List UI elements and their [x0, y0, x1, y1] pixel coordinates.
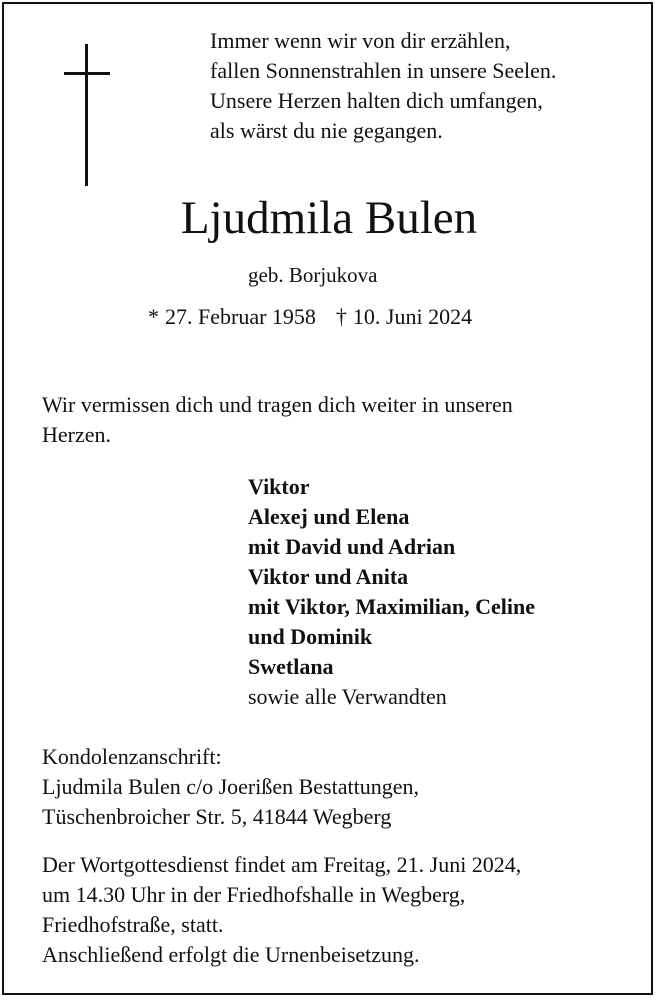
- condolence-line: Ljudmila Bulen c/o Joerißen Bestattungen,: [42, 774, 419, 799]
- life-dates: [148, 302, 472, 332]
- condolence-line: Tüschenbroicher Str. 5, 41844 Wegberg: [42, 804, 392, 829]
- poem-line: Immer wenn wir von dir erzählen,: [210, 28, 511, 53]
- condolence-line: Kondolenzanschrift:: [42, 744, 222, 769]
- poem-line: fallen Sonnenstrahlen in unsere Seelen.: [210, 58, 557, 83]
- family-closing: sowie alle Verwandten: [248, 684, 447, 709]
- family-line: Alexej und Elena: [248, 504, 410, 529]
- family-list: [248, 472, 535, 712]
- poem: [210, 26, 556, 146]
- condolence-address: [42, 742, 419, 832]
- family-line: mit Viktor, Maximilian, Celine: [248, 594, 536, 619]
- birth-date: 27. Februar 1958: [165, 304, 316, 329]
- service-line: Friedhofstraße, statt.: [42, 912, 224, 937]
- service-line: Anschließend erfolgt die Urnenbeisetzung.: [42, 942, 420, 967]
- message-line: Wir vermissen dich und tragen dich weiter in unseren: [42, 392, 513, 417]
- death-date: 10. Juni 2024: [352, 304, 473, 329]
- deceased-name: Ljudmila Bulen: [180, 192, 478, 244]
- family-line: Viktor und Anita: [248, 564, 409, 589]
- service-info: [42, 850, 521, 970]
- family-line: Viktor: [248, 474, 310, 499]
- family-line: und Dominik: [248, 624, 373, 649]
- cross-icon: [64, 44, 110, 186]
- message: [42, 390, 513, 450]
- death-symbol: †: [335, 304, 347, 329]
- birth-name: geb. Borjukova: [248, 263, 378, 287]
- birth-symbol: *: [148, 304, 159, 329]
- poem-line: Unsere Herzen halten dich umfangen,: [210, 88, 543, 113]
- family-line: mit David und Adrian: [248, 534, 456, 559]
- service-line: um 14.30 Uhr in der Friedhofshalle in Wegberg,: [42, 882, 466, 907]
- message-line: Herzen.: [42, 422, 112, 447]
- poem-line: als wärst du nie gegangen.: [210, 118, 443, 143]
- family-line: Swetlana: [248, 654, 334, 679]
- service-line: Der Wortgottesdienst findet am Freitag, 21. Juni 2024,: [42, 852, 522, 877]
